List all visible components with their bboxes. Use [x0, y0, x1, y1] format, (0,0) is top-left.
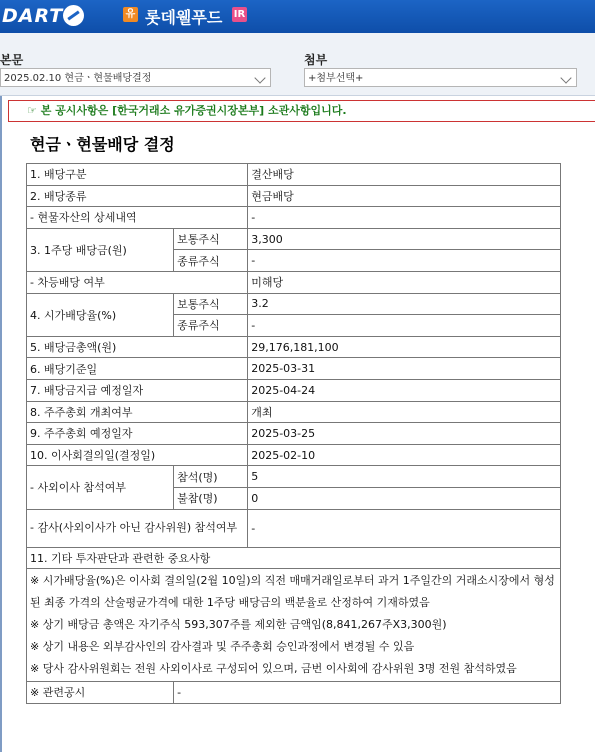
table-row [27, 207, 561, 229]
attachment-select[interactable] [304, 68, 577, 87]
ir-badge[interactable]: IR [233, 9, 246, 20]
row-value: 3,300 [248, 228, 561, 250]
table-row [27, 358, 561, 380]
main-doc-select-value: 2025.02.10 현금ㆍ현물배당결정 [4, 73, 152, 84]
disclosure-table [26, 163, 561, 704]
attachment-select-value: +첨부선택+ [308, 73, 364, 84]
row-label: 4. 시가배당율(%) [27, 293, 174, 336]
table-row [27, 466, 561, 488]
row-sublabel: 불참(명) [174, 487, 248, 509]
row-label: 5. 배당금총액(원) [27, 336, 248, 358]
row-sublabel: 보통주식 [174, 293, 248, 315]
row-value: 0 [248, 487, 561, 509]
attachment-label: 첨부 [304, 53, 328, 67]
row-value: 2025-03-31 [248, 358, 561, 380]
dart-logo-mark-icon [63, 5, 84, 26]
notice-banner: ☞ 본 공시사항은 [한국거래소 유가증권시장본부] 소관사항입니다. [8, 100, 595, 122]
market-badge: 유 [123, 7, 138, 22]
note-item: ※ 시가배당율(%)은 이사회 결의일(2월 10일)의 직전 매매거래일로부터 과거 1주일간의 거래소시장에서 형성된 최종 가격의 산술평균가격에 대한 1주당 배당금의 백분율로 산정하여 기재하였음 [30, 574, 555, 610]
row-value: - [174, 682, 561, 704]
row-label: 3. 1주당 배당금(원) [27, 228, 174, 271]
row-label: 9. 주주총회 예정일자 [27, 423, 248, 445]
row-value: 결산배당 [248, 164, 561, 186]
main-doc-select[interactable] [0, 68, 271, 87]
row-label: 7. 배당금지급 예정일자 [27, 379, 248, 401]
note-item: ※ 상기 배당금 총액은 자기주식 593,307주를 제외한 금액임(8,841,267주X3,300원) [30, 618, 447, 632]
row-label: - 사외이사 참석여부 [27, 466, 174, 509]
table-row [27, 164, 561, 186]
table-row [27, 379, 561, 401]
row-label: 2. 배당종류 [27, 185, 248, 207]
row-value: 2025-04-24 [248, 379, 561, 401]
note-item: ※ 상기 내용은 외부감사인의 감사결과 및 주주총회 승인과정에서 변경될 수 있음 [30, 640, 415, 654]
row-label: 8. 주주총회 개최여부 [27, 401, 248, 423]
row-value: 2025-03-25 [248, 423, 561, 445]
row-sublabel: 종류주식 [174, 315, 248, 337]
table-row [27, 293, 561, 315]
row-label: 1. 배당구분 [27, 164, 248, 186]
table-row [27, 547, 561, 569]
row-sublabel: 종류주식 [174, 250, 248, 272]
row-label: 6. 배당기준일 [27, 358, 248, 380]
table-row [27, 228, 561, 250]
table-row [27, 423, 561, 445]
row-value: 5 [248, 466, 561, 488]
row-value: 2025-02-10 [248, 444, 561, 466]
note-item: ※ 당사 감사위원회는 전원 사외이사로 구성되어 있으며, 금번 이사회에 감사위원 3명 전원 참석하였음 [30, 662, 517, 676]
table-row [27, 401, 561, 423]
row-value: - [248, 250, 561, 272]
row-label: - 현물자산의 상세내역 [27, 207, 248, 229]
row-value: 3.2 [248, 293, 561, 315]
notes-cell [27, 569, 561, 682]
row-value: 현금배당 [248, 185, 561, 207]
row-sublabel: 보통주식 [174, 228, 248, 250]
top-bar [0, 0, 595, 33]
row-value: - [248, 315, 561, 337]
chevron-down-icon [560, 72, 571, 83]
row-label: 10. 이사회결의일(결정일) [27, 444, 248, 466]
row-label: - 차등배당 여부 [27, 271, 248, 293]
page-title: 현금ㆍ현물배당 결정 [30, 135, 175, 154]
table-row [27, 271, 561, 293]
row-label: - 감사(사외이사가 아닌 감사위원) 참석여부 [27, 509, 248, 547]
company-name[interactable]: 롯데웰푸드 [145, 8, 223, 27]
table-row [27, 444, 561, 466]
table-row [27, 682, 561, 704]
table-row [27, 569, 561, 682]
chevron-down-icon [254, 72, 265, 83]
row-value: - [248, 509, 561, 547]
row-label: ※ 관련공시 [27, 682, 174, 704]
row-value: - [248, 207, 561, 229]
table-row [27, 185, 561, 207]
row-value: 29,176,181,100 [248, 336, 561, 358]
row-sublabel: 참석(명) [174, 466, 248, 488]
row-value: 미해당 [248, 271, 561, 293]
table-row [27, 336, 561, 358]
dart-logo[interactable]: DART [2, 5, 64, 27]
row-label: 11. 기타 투자판단과 관련한 중요사항 [27, 547, 561, 569]
table-row [27, 509, 561, 547]
main-doc-label: 본문 [0, 53, 24, 67]
row-value: 개최 [248, 401, 561, 423]
